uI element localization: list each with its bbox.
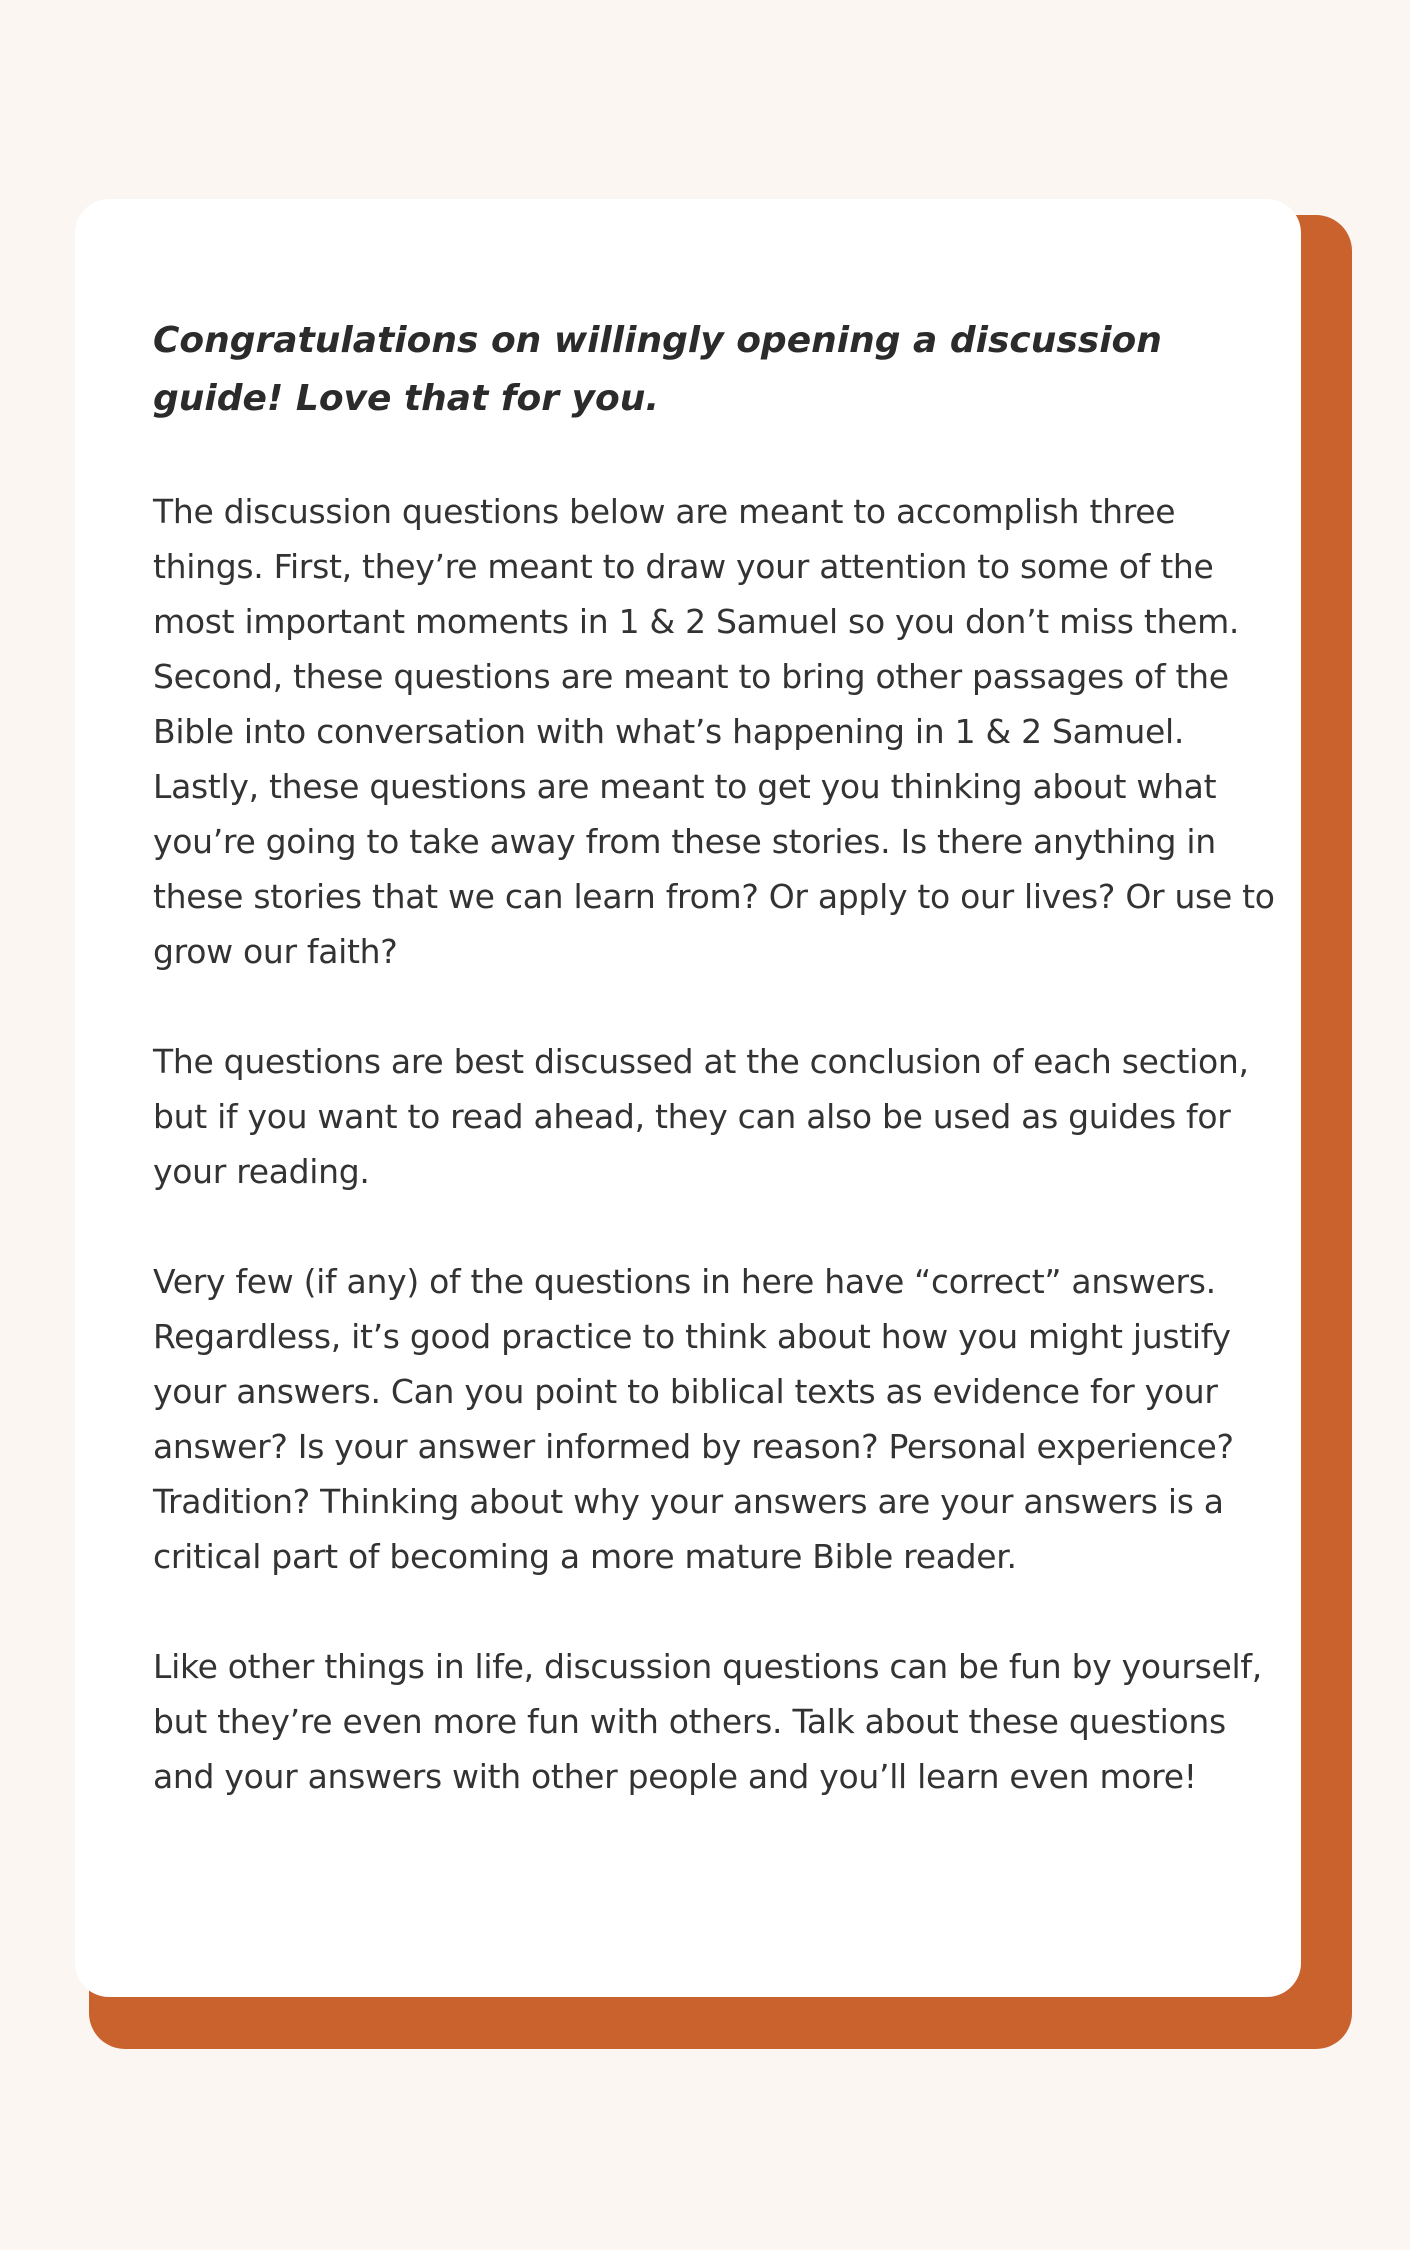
paragraph-timing: The questions are best discussed at the conclusion of each section, but if you want to read ahead, they can also be used as guides for your reading.	[153, 1042, 1249, 1191]
paragraph-sharing: Like other things in life, discussion questions can be fun by yourself, but they’re even more fun with others. Talk about these questions and your answers with other people and you’ll learn even more!	[153, 1647, 1262, 1796]
paragraph-answers: Very few (if any) of the questions in here have “correct” answers. Regardless, it’s good practice to think about how you might justify your answers. Can you point to biblical texts as evidence for your answer? Is your answer informed by reason? Personal experience? Tradition? Thinking about why your answers are your answers is a critical part of becoming a more mature Bible reader.	[153, 1262, 1234, 1576]
paragraph-purpose: The discussion questions below are meant to accomplish three things. First, they’re meant to draw your attention to some of the most important moments in 1 & 2 Samuel so you don’t miss them. Second, these questions are meant to bring other passages of the Bible into conversation with what’s happening in 1 & 2 Samuel. Lastly, these questions are meant to get you thinking about what you’re going to take away from these stories. Is there anything in these stories that we can learn from? Or apply to our lives? Or use to grow our faith?	[153, 492, 1275, 971]
card-content	[153, 312, 1283, 1859]
intro-heading: Congratulations on willingly opening a discussion guide! Love that for you.	[153, 320, 1162, 419]
